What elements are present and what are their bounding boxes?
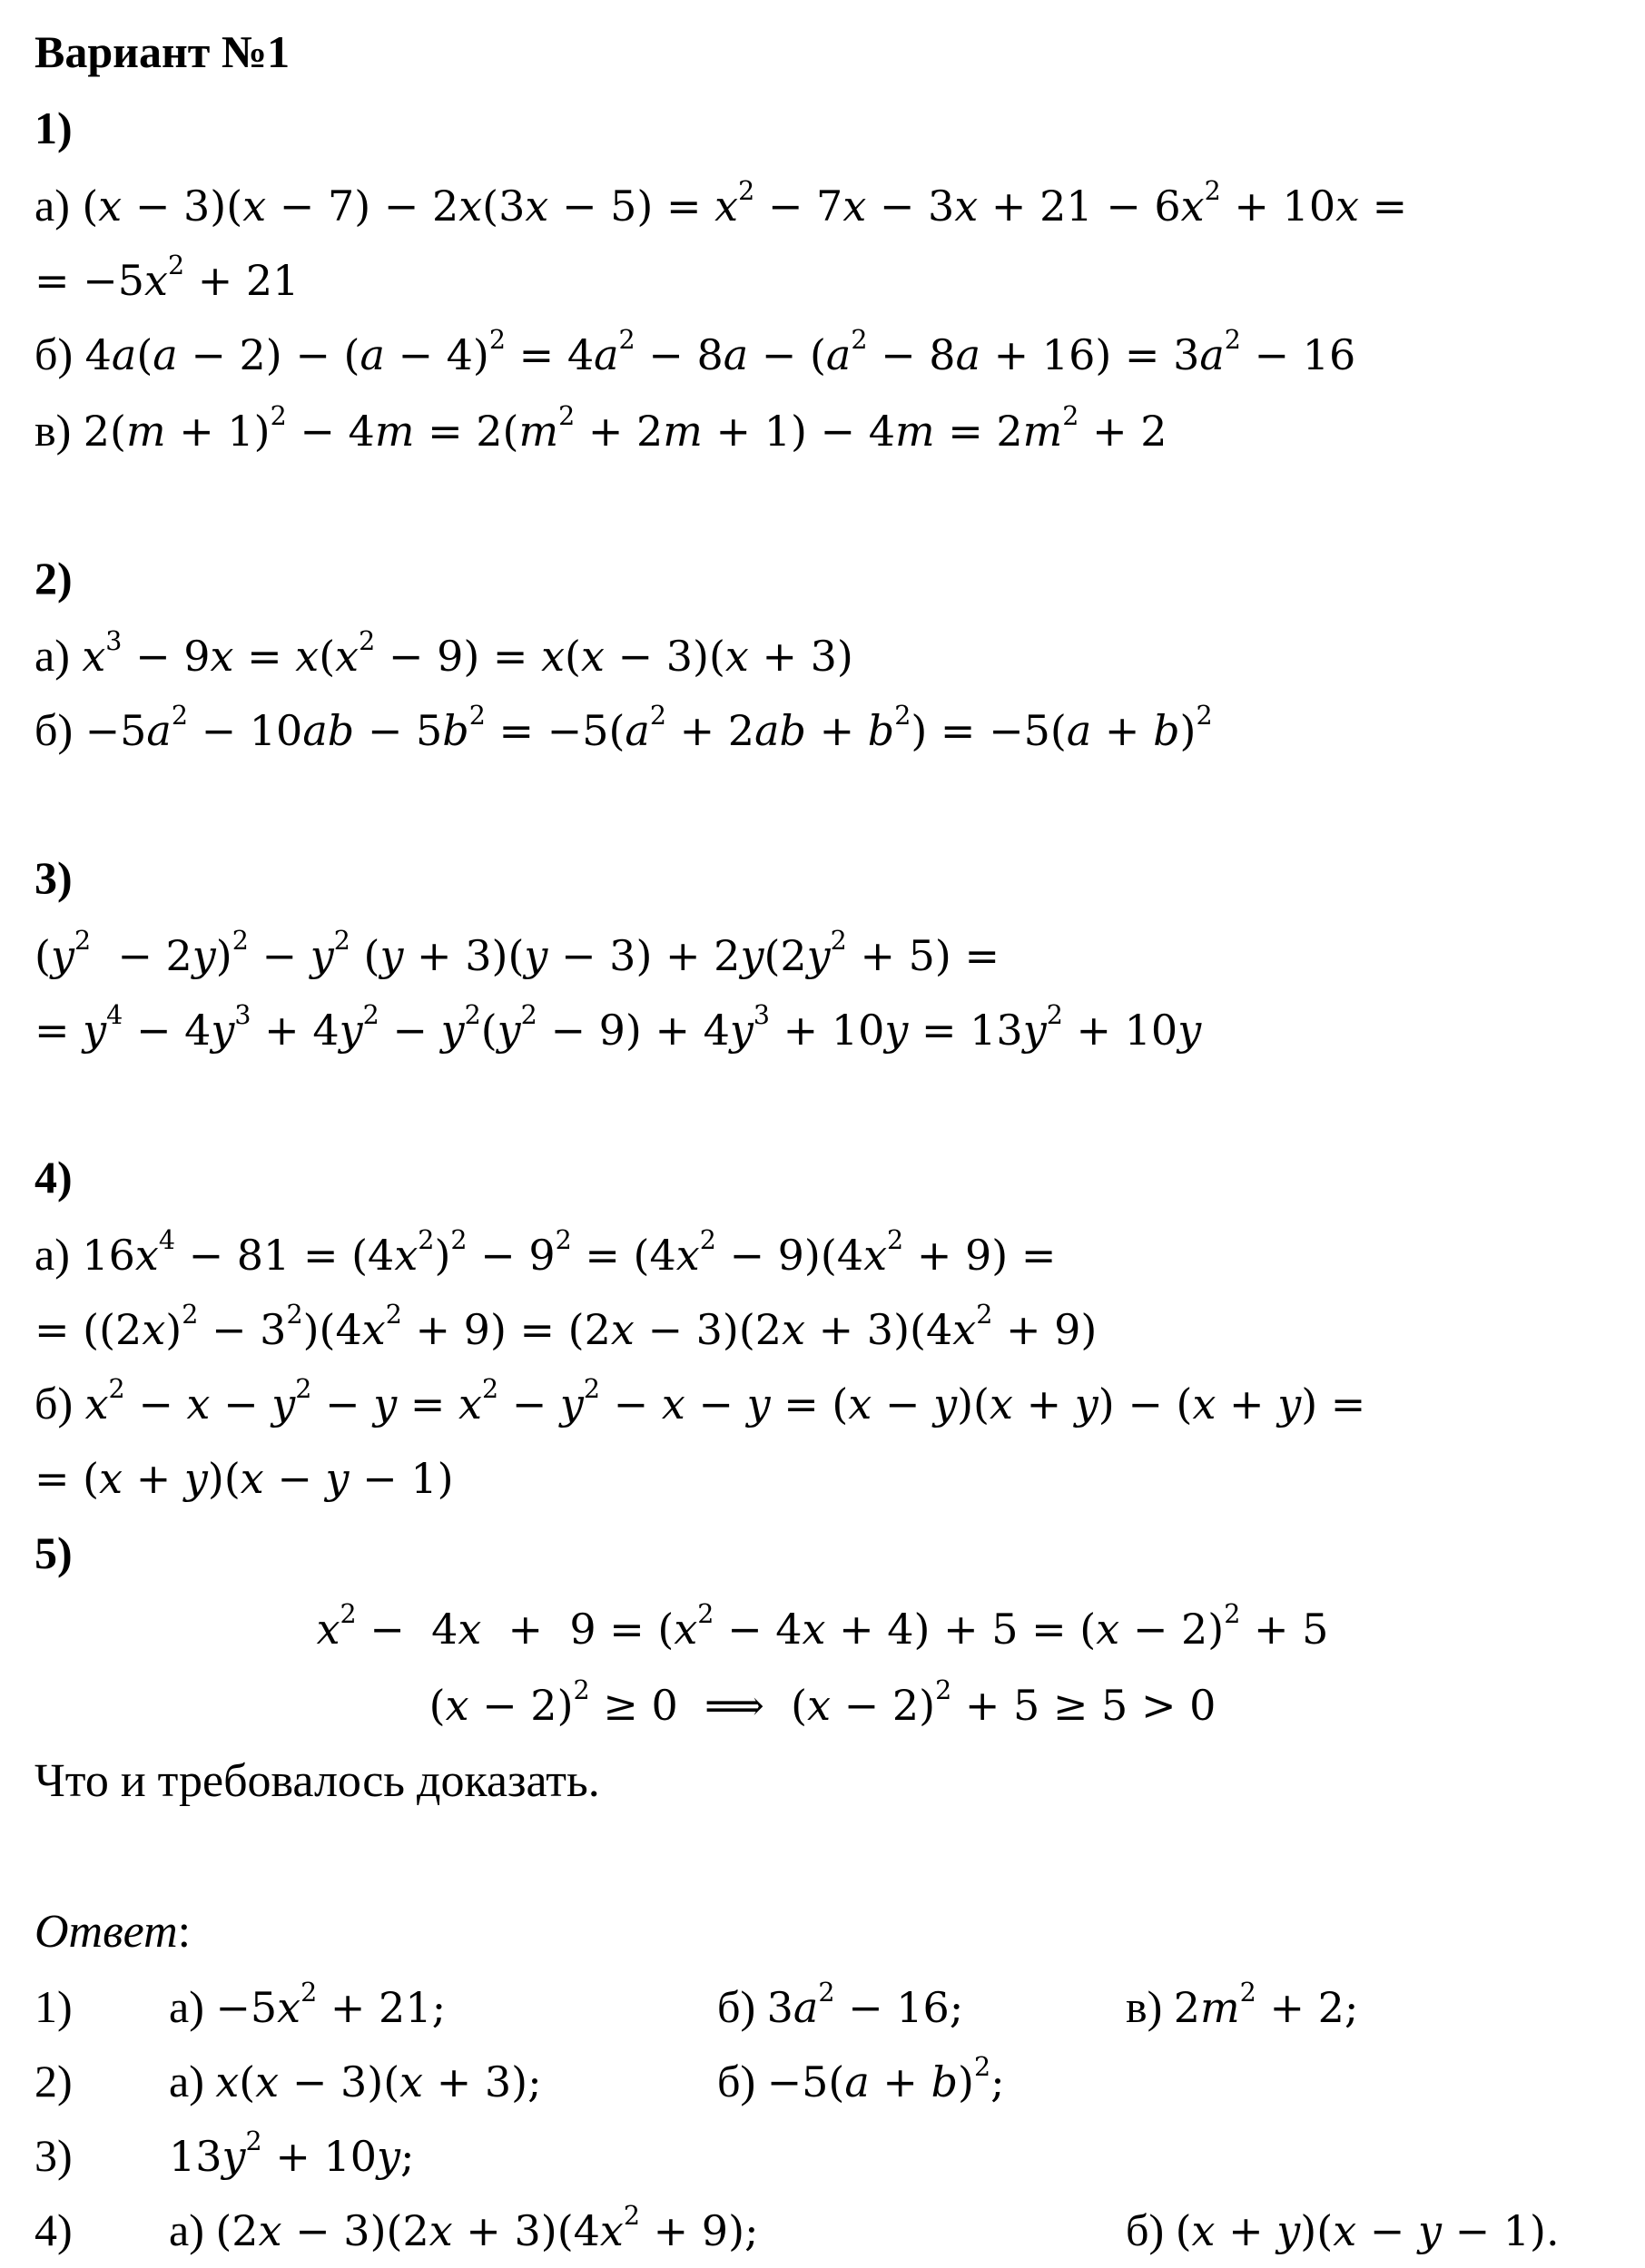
task-3-expr-cont: = $y^4 - 4y^3 + 4y^2 - y^2(y^2 - 9) + 4y^3 + 10y = 13y^2 + 10y$ [34,1000,1202,1055]
task-2-number: 2) [34,553,73,604]
task-2b-expr: $-5a^2 - 10ab - 5b^2 = -5(a^2 + 2ab + b^2) = -5(a + b)^2$ [84,701,1213,755]
answer-row-2-b-label: б) [717,2056,756,2106]
task-4a-line-2 [34,1296,1097,1361]
answer-row-4-b [1126,2198,1560,2263]
task-5-line-1 [0,1597,1645,1662]
answer-row-3-number: 3) [34,2130,73,2181]
answer-row-2-a-expr: x(x − 3)(x + 3); [215,2057,542,2106]
answer-row-4-b-expr: (x + y)(x − y − 1). [1175,2206,1560,2255]
answer-row-4-a-label: а) [169,2204,204,2255]
answer-heading [34,1899,191,1964]
answer-row-3-expr: $13y^2 + 10y$; [169,2126,415,2181]
answer-row-1-a-expr: $-5x^2 + 21$; [215,1978,447,2032]
answer-row-2-number: 2) [34,2056,73,2106]
task-2a-label: а) [34,630,70,681]
task-4a-expr-cont: = $((2x)^2 - 3^2)(4x^2 + 9) = (2x - 3)(2x + 3)(4x^2 + 9)$ [34,1300,1098,1354]
task-1v-expr: $2(m + 1)^2 - 4m = 2(m^2 + 2m + 1) - 4m = 2m^2 + 2$ [83,401,1167,456]
task-2a-line [34,623,853,688]
answer-row-2-b [717,2049,1005,2114]
answer-row-1-b-expr: $3a^2 - 16$; [766,1978,964,2032]
task-1v-label: в) [34,405,72,456]
task-5-line-2 [0,1674,1645,1738]
answer-row-2-a [169,2049,542,2114]
answer-row-2-a-label: а) [169,2056,204,2106]
task-4b-expr: $x^2 - x - y^2 - y = x^2 - y^2 - x - y = (x - y)(x + y) - (x + y)$ = [84,1374,1366,1429]
task-3-line-1 [34,922,1000,987]
task-5-number: 5) [34,1527,73,1578]
task-1b-line [34,321,1355,387]
answer-row-1-b [717,1975,963,2039]
task-3-number: 3) [34,852,73,903]
task-2b-label: б) [34,704,74,755]
task-4a-label: а) [34,1229,70,1280]
answer-row-1-b-label: б) [717,1981,756,2032]
task-4a-line-1 [34,1222,1056,1287]
task-1a-expr-cont: = $-5x^2 + 21$ [34,250,300,305]
page-title: Вариант №1 [34,26,291,77]
task-1b-expr: $4a(a - 2) - (a - 4)^2 = 4a^2 - 8a - (a^2 - 8a + 16) = 3a^2 - 16$ [84,325,1356,379]
task-3-line-2 [34,997,1201,1062]
answer-row-1-a-label: а) [169,1981,204,2032]
task-1a-line-2 [34,247,299,312]
answer-row-1-v-label: в) [1126,1981,1163,2032]
task-1v-line [34,398,1167,463]
task-1b-label: б) [34,329,74,379]
answer-row-4-a-expr: $(2x - 3)(2x + 3)(4x^2 + 9)$; [215,2201,759,2255]
task-4b-line-2 [34,1445,454,1510]
task-1a-label: а) [34,180,70,231]
task-2a-expr: $x^3 - 9x = x(x^2 - 9) = x(x - 3)(x + 3)$ [82,626,853,681]
answer-row-1-a [169,1975,446,2039]
answer-row-3-expr-wrap [169,2124,415,2188]
task-4-number: 4) [34,1152,73,1203]
task-4b-expr-cont: = (x + y)(x − y − 1) [34,1454,454,1503]
answer-row-4-a [169,2198,759,2263]
answer-row-2-b-expr: $-5(a + b)^2$; [766,2052,1005,2106]
task-5-conclusion: Что и требовалось доказать. [34,1755,600,1807]
answer-row-4-number: 4) [34,2204,73,2255]
task-5-expr-1: $x^2 - 4x + 9 = (x^2 - 4x + 4) + 5 = (x - 2)^2 + 5$ [316,1599,1329,1654]
task-1a-expr: $(x - 3)(x - 7) - 2x(3x - 5) = x^2 - 7x - 3x + 21 - 6x^2 + 10x$ = [82,176,1408,231]
task-1-number: 1) [34,103,73,153]
answer-row-1-v-expr: $2m^2 + 2$; [1173,1978,1359,2032]
answer-row-4-b-label: б) [1126,2204,1165,2255]
task-3-expr: $(y^2 - 2y)^2 - y^2$ $(y + 3)(y - 3) + 2y(2y^2 + 5)$ = [34,926,1000,980]
task-5-expr-2: $(x - 2)^2 \ge 0$ ⟹ $(x - 2)^2 + 5 \ge 5 > 0$ [428,1675,1217,1730]
task-2b-line [34,697,1213,762]
task-4b-line-1 [34,1370,1365,1436]
task-4b-label: б) [34,1378,74,1429]
task-4a-expr: $16x^4 - 81 = (4x^2)^2 - 9^2 = (4x^2 - 9)(4x^2 + 9)$ = [82,1225,1057,1280]
answer-row-1-number: 1) [34,1981,73,2032]
task-1a-line-1 [34,172,1407,238]
answer-row-1-v [1126,1975,1358,2039]
answer-colon: : [177,1906,192,1958]
answer-label: Ответ [34,1906,178,1958]
